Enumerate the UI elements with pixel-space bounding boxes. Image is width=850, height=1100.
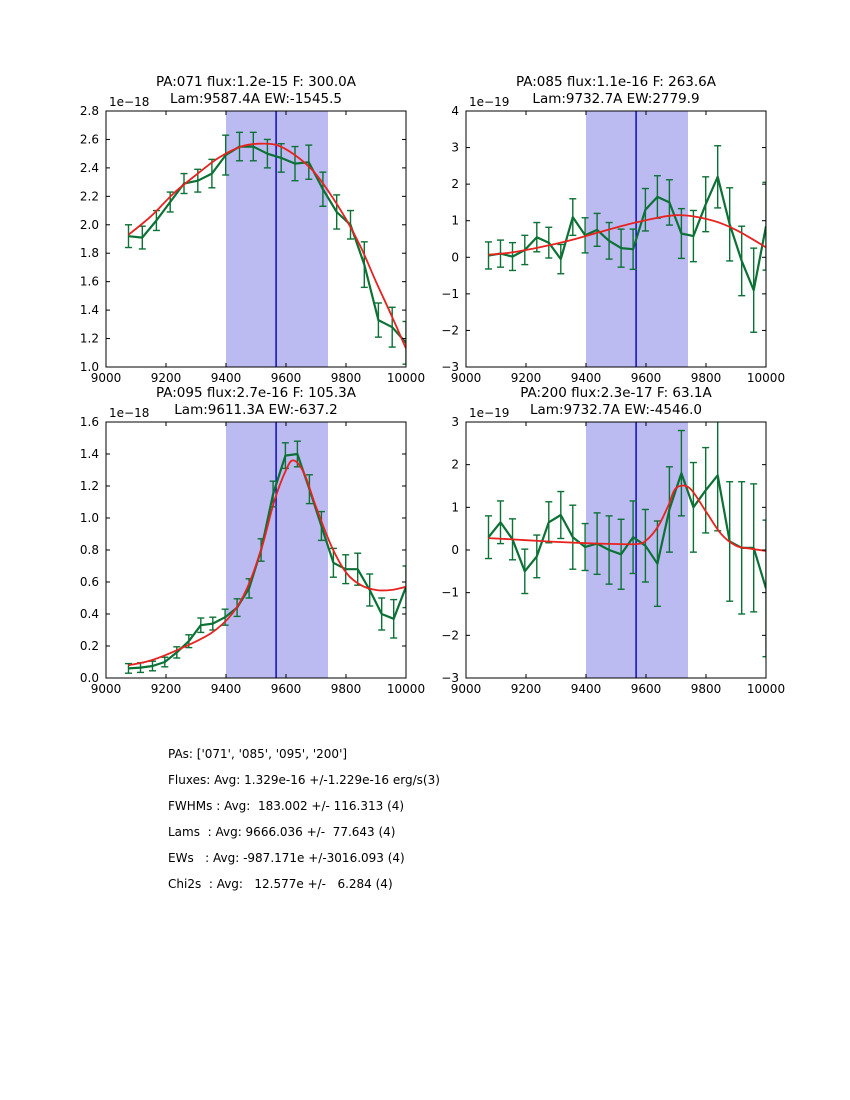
svg-text:1.2: 1.2 bbox=[79, 479, 99, 493]
svg-text:−2: −2 bbox=[441, 628, 459, 643]
svg-text:9800: 9800 bbox=[330, 371, 362, 385]
svg-text:0: 0 bbox=[451, 543, 459, 557]
svg-text:2: 2 bbox=[451, 457, 459, 472]
svg-text:9400: 9400 bbox=[210, 682, 242, 696]
svg-text:9600: 9600 bbox=[270, 682, 302, 696]
svg-text:9400: 9400 bbox=[570, 371, 602, 385]
svg-text:1.6: 1.6 bbox=[79, 274, 99, 289]
svg-text:2.8: 2.8 bbox=[79, 104, 99, 118]
subplot-3-title-line2: Lam:9611.3A EW:-637.2 bbox=[174, 402, 338, 418]
svg-text:0.6: 0.6 bbox=[79, 575, 99, 589]
svg-text:9400: 9400 bbox=[570, 682, 602, 696]
svg-text:1.8: 1.8 bbox=[79, 246, 99, 261]
svg-text:9200: 9200 bbox=[150, 682, 182, 696]
svg-text:0.0: 0.0 bbox=[79, 671, 99, 685]
svg-text:9600: 9600 bbox=[630, 371, 662, 385]
subplot-4-title-line1: PA:200 flux:2.3e-17 F: 63.1A bbox=[520, 385, 712, 401]
svg-text:9200: 9200 bbox=[510, 371, 542, 385]
svg-text:10000: 10000 bbox=[386, 682, 426, 696]
svg-text:1.6: 1.6 bbox=[79, 415, 99, 429]
svg-text:2.2: 2.2 bbox=[79, 189, 99, 204]
svg-text:2.4: 2.4 bbox=[79, 160, 99, 175]
subplot-2-scale-offset-label: 1e−19 bbox=[469, 95, 510, 109]
svg-text:9600: 9600 bbox=[270, 371, 302, 385]
subplot-1-title-line1: PA:071 flux:1.2e-15 F: 300.0A bbox=[155, 74, 357, 90]
svg-text:1: 1 bbox=[451, 500, 459, 515]
svg-text:2.0: 2.0 bbox=[79, 217, 99, 232]
summary-fwhms-line: FWHMs : Avg: 183.002 +/- 116.313 (4) bbox=[168, 799, 405, 813]
subplot-4-plot-area bbox=[408, 400, 788, 698]
subplot-1-plot-area bbox=[48, 89, 428, 387]
summary-ews-line: EWs : Avg: -987.171e +/-3016.093 (4) bbox=[168, 851, 405, 865]
summary-pas-line: PAs: ['071', '085', '095', '200'] bbox=[168, 747, 348, 761]
svg-text:9000: 9000 bbox=[450, 371, 482, 385]
subplot-3-plot-area bbox=[48, 400, 428, 698]
svg-text:9200: 9200 bbox=[150, 371, 182, 385]
svg-text:0: 0 bbox=[451, 250, 459, 265]
svg-text:9000: 9000 bbox=[90, 682, 122, 696]
fit-summary-block bbox=[168, 741, 440, 897]
subplot-3-scale-offset-label: 1e−18 bbox=[109, 406, 150, 420]
svg-text:−3: −3 bbox=[441, 671, 459, 685]
svg-text:1.2: 1.2 bbox=[79, 331, 99, 346]
svg-text:2.6: 2.6 bbox=[79, 132, 99, 147]
svg-text:0.4: 0.4 bbox=[79, 607, 99, 621]
svg-text:10000: 10000 bbox=[386, 371, 426, 385]
subplot-2-title-line2: Lam:9732.7A EW:2779.9 bbox=[532, 91, 700, 107]
svg-text:1.4: 1.4 bbox=[79, 303, 99, 318]
svg-text:10000: 10000 bbox=[746, 371, 786, 385]
subplot-4-title-line2: Lam:9732.7A EW:-4546.0 bbox=[530, 402, 702, 418]
summary-fluxes-line: Fluxes: Avg: 1.329e-16 +/-1.229e-16 erg/s(3) bbox=[168, 773, 440, 787]
svg-text:0.2: 0.2 bbox=[79, 639, 99, 653]
summary-lams-line: Lams : Avg: 9666.036 +/- 77.643 (4) bbox=[168, 825, 396, 839]
svg-text:9800: 9800 bbox=[330, 682, 362, 696]
svg-text:9000: 9000 bbox=[90, 371, 122, 385]
svg-text:−1: −1 bbox=[441, 585, 459, 600]
svg-text:−1: −1 bbox=[441, 286, 459, 301]
svg-text:9800: 9800 bbox=[690, 371, 722, 385]
svg-text:9200: 9200 bbox=[510, 682, 542, 696]
svg-text:9000: 9000 bbox=[450, 682, 482, 696]
svg-text:−3: −3 bbox=[441, 360, 459, 374]
svg-text:4: 4 bbox=[451, 104, 459, 118]
svg-text:1.0: 1.0 bbox=[79, 511, 99, 525]
subplot-2-title-line1: PA:085 flux:1.1e-16 F: 263.6A bbox=[515, 74, 717, 90]
subplot-1-scale-offset-label: 1e−18 bbox=[109, 95, 150, 109]
summary-chi2s-line: Chi2s : Avg: 12.577e +/- 6.284 (4) bbox=[168, 877, 393, 891]
svg-text:9600: 9600 bbox=[630, 682, 662, 696]
svg-text:1: 1 bbox=[451, 213, 459, 228]
svg-text:2: 2 bbox=[451, 177, 459, 192]
svg-text:0.8: 0.8 bbox=[79, 543, 99, 557]
svg-text:10000: 10000 bbox=[746, 682, 786, 696]
subplot-1-title-line2: Lam:9587.4A EW:-1545.5 bbox=[170, 91, 342, 107]
svg-text:1.4: 1.4 bbox=[79, 447, 99, 461]
subplot-3-title-line1: PA:095 flux:2.7e-16 F: 105.3A bbox=[155, 385, 357, 401]
svg-text:1.0: 1.0 bbox=[79, 360, 99, 374]
subplot-4-scale-offset-label: 1e−19 bbox=[469, 406, 510, 420]
svg-text:9800: 9800 bbox=[690, 682, 722, 696]
svg-text:3: 3 bbox=[451, 140, 459, 155]
svg-text:3: 3 bbox=[451, 415, 459, 429]
subplot-2-plot-area bbox=[408, 89, 788, 387]
svg-text:−2: −2 bbox=[441, 323, 459, 338]
svg-text:9400: 9400 bbox=[210, 371, 242, 385]
